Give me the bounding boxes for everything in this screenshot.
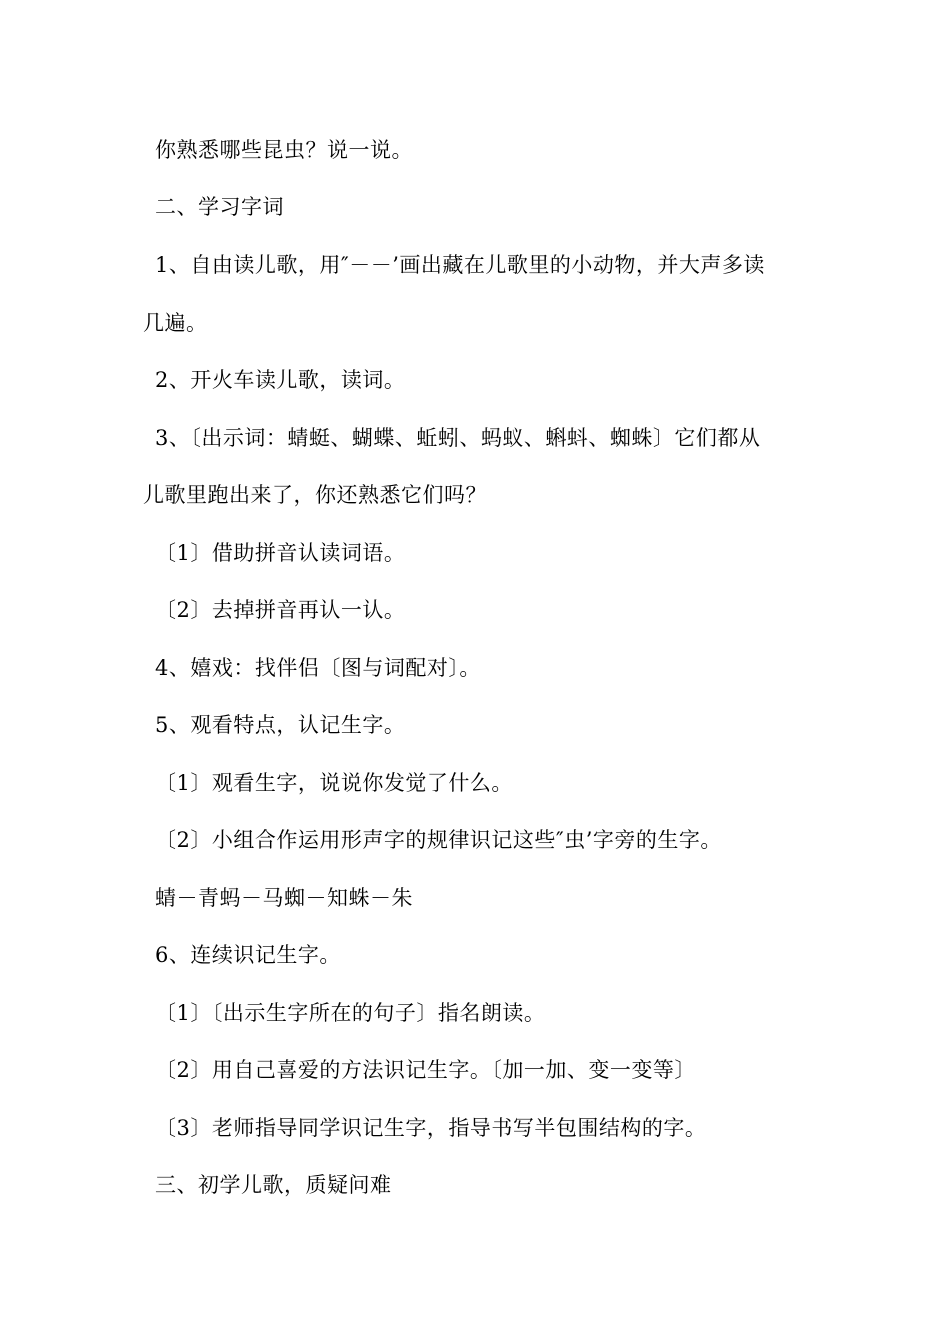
text-line-6: 3、〔出示词：蜻蜓、蝴蝶、蚯蚓、蚂蚁、蝌蚪、蜘蛛〕它们都从 (155, 426, 761, 450)
text-line-14: 蜻－青蚂－马蜘－知蛛－朱 (155, 886, 413, 910)
text-line-4: 几遍。 (143, 311, 208, 335)
text-line-17: 〔2〕用自己喜爱的方法识记生字。〔加一加、变一变等〕 (155, 1058, 696, 1082)
text-line-15: 6、连续识记生字。 (155, 943, 341, 967)
text-line-9: 〔2〕去掉拼音再认一认。 (155, 598, 406, 622)
text-line-2: 二、学习字词 (155, 195, 284, 219)
text-line-8: 〔1〕借助拼音认读词语。 (155, 541, 406, 565)
text-line-10: 4、嬉戏：找伴侣〔图与词配对〕。 (155, 656, 481, 680)
text-line-1: 你熟悉哪些昆虫？说一说。 (155, 138, 413, 162)
text-line-3: 1、自由读儿歌，用″－－’画出藏在儿歌里的小动物，并大声多读 (155, 253, 765, 277)
text-line-18: 〔3〕老师指导同学识记生字，指导书写半包围结构的字。 (155, 1116, 707, 1140)
text-line-16: 〔1〕〔出示生字所在的句子〕指名朗读。 (155, 1001, 546, 1025)
text-line-19: 三、初学儿歌，质疑问难 (155, 1173, 392, 1197)
text-line-5: 2、开火车读儿歌，读词。 (155, 368, 406, 392)
text-line-7: 儿歌里跑出来了，你还熟悉它们吗？ (143, 483, 487, 507)
text-line-13: 〔2〕小组合作运用形声字的规律识记这些″虫’字旁的生字。 (155, 828, 722, 852)
text-line-11: 5、观看特点，认记生字。 (155, 713, 406, 737)
text-line-12: 〔1〕观看生字，说说你发觉了什么。 (155, 771, 513, 795)
